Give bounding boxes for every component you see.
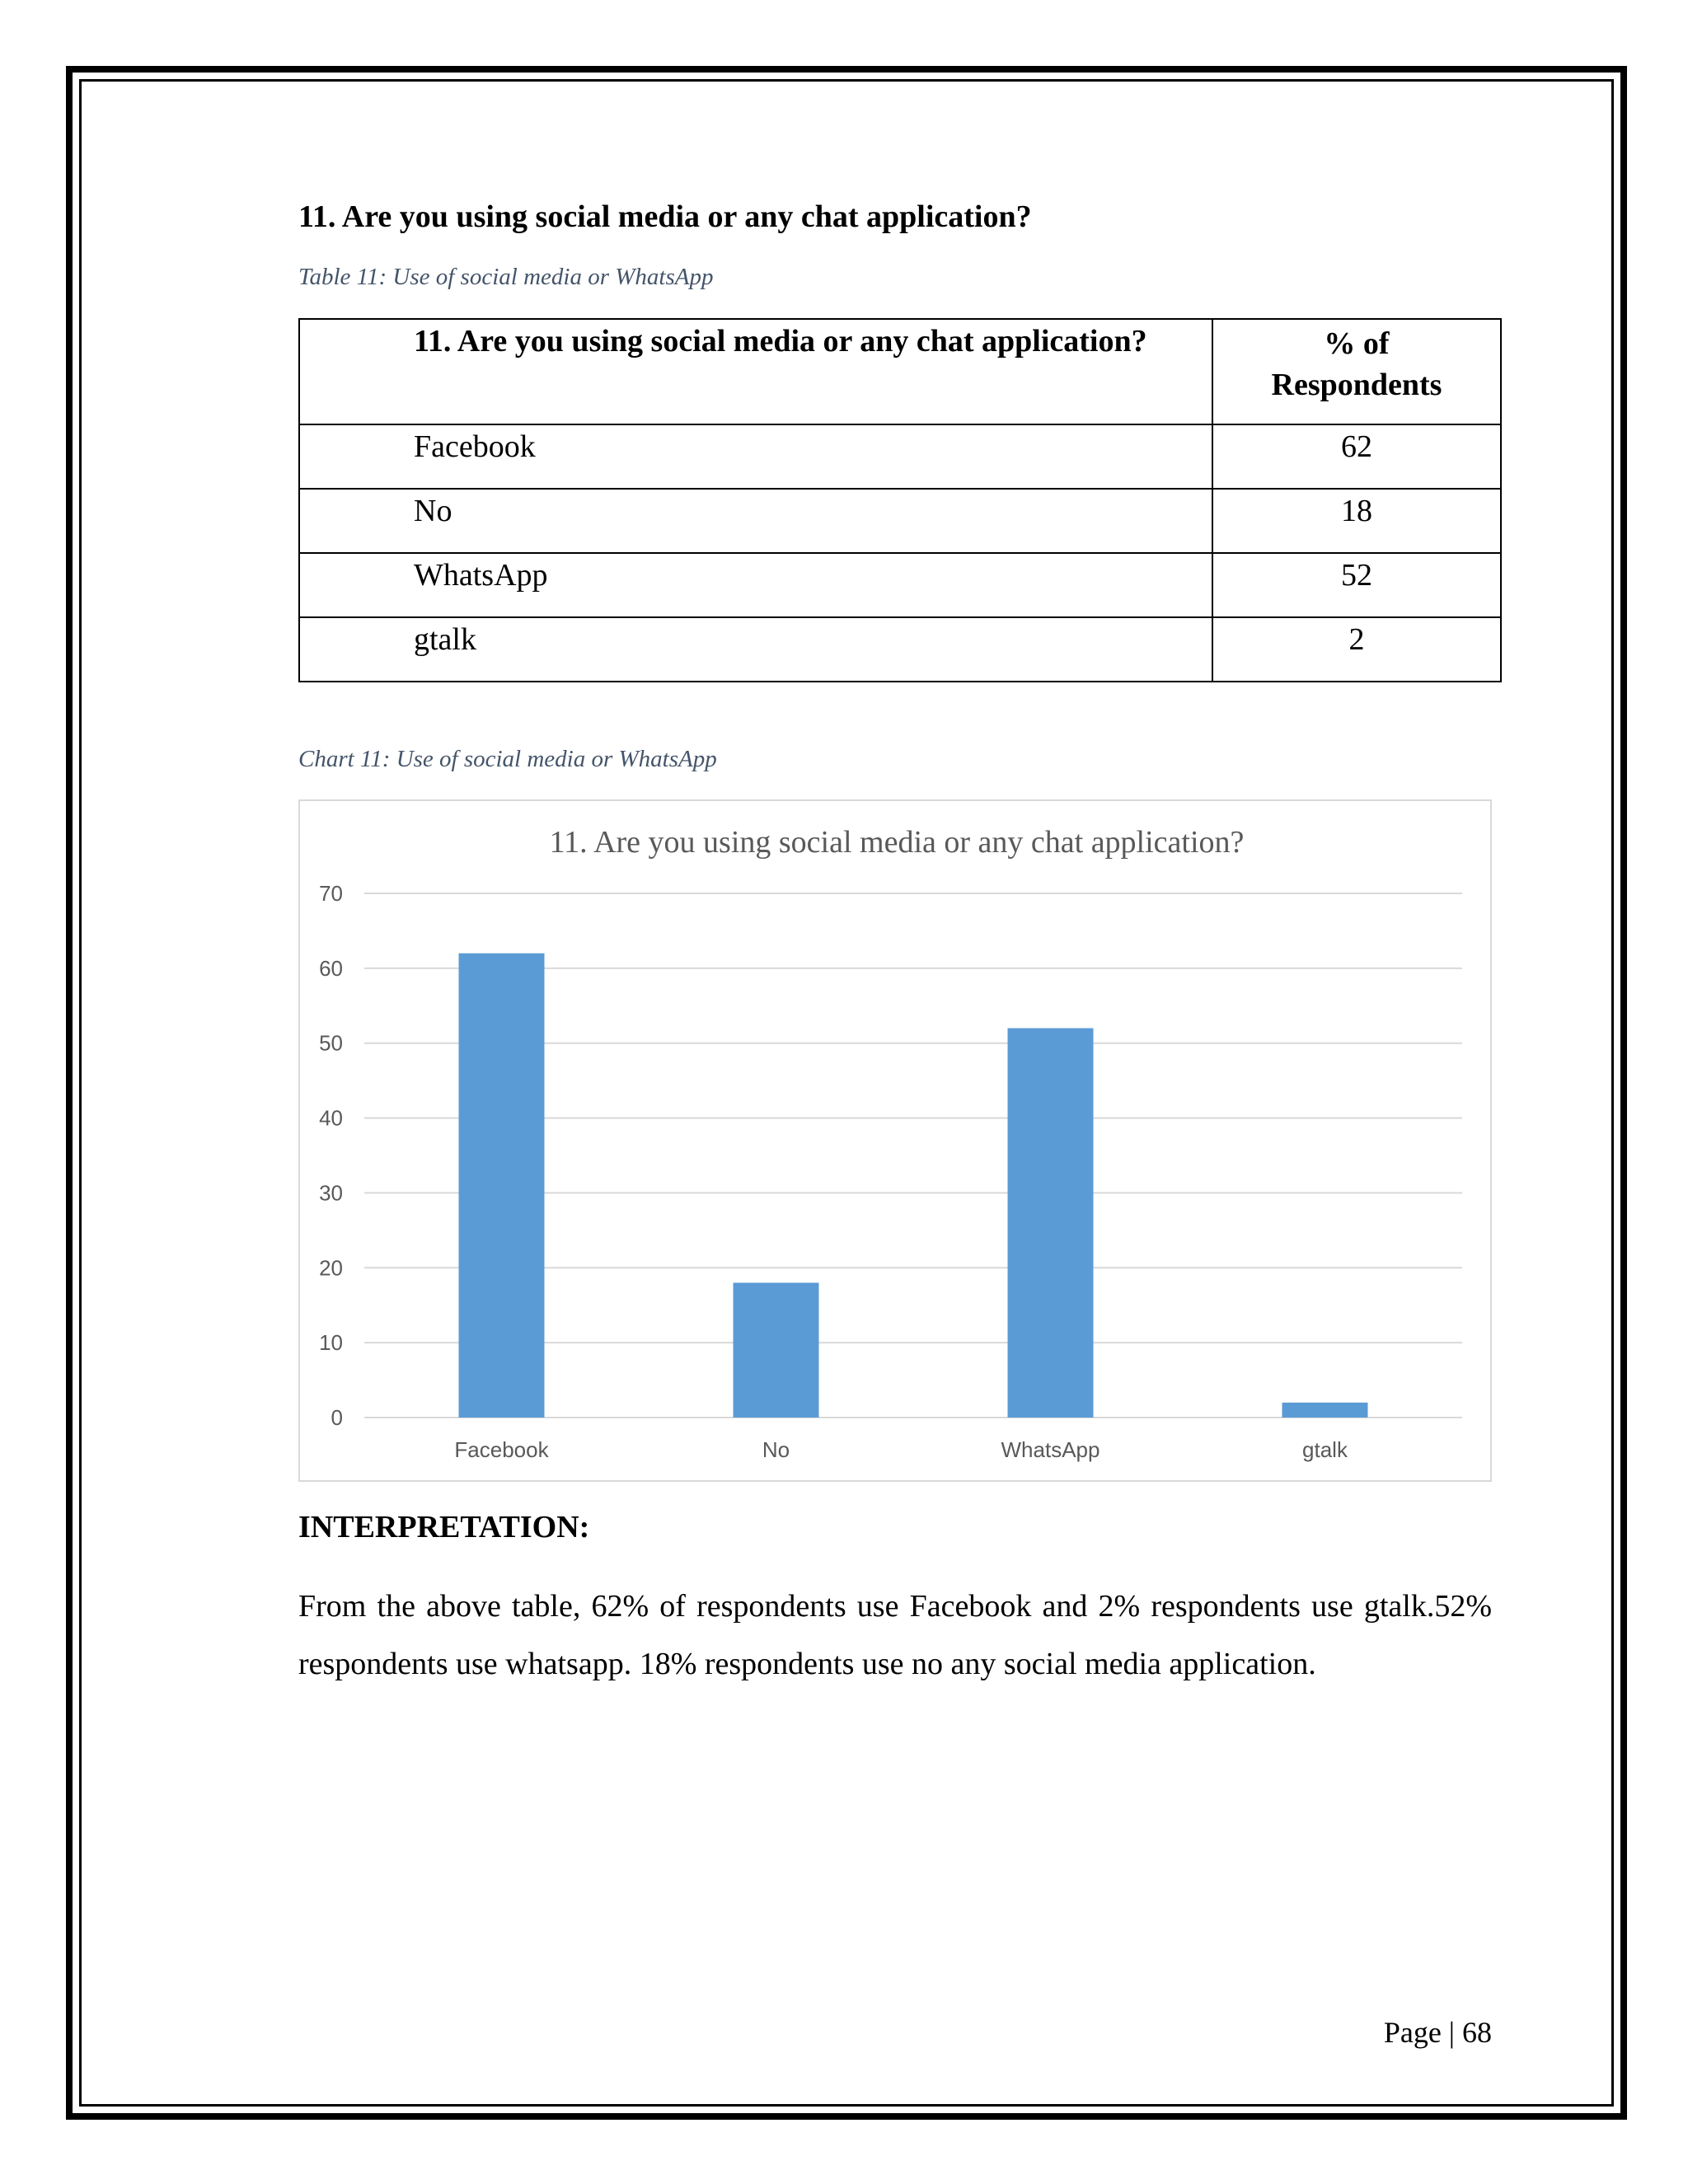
table-cell-label: Facebook [299,424,1212,489]
table-cell-label: WhatsApp [299,553,1212,617]
interpretation-heading: INTERPRETATION: [298,1510,590,1544]
chart-y-tick-label: 50 [319,1030,343,1056]
chart-y-tick-label: 60 [319,955,343,981]
bar-chart-canvas [300,801,1493,1483]
chart-x-tick-label: Facebook [454,1437,549,1462]
table-header-question: 11. Are you using social media or any chat application? [299,319,1212,424]
table-row [299,489,1501,553]
chart-y-tick-label: 0 [331,1405,343,1430]
table-cell-value: 62 [1212,424,1501,489]
chart-y-tick-label: 30 [319,1180,343,1206]
chart-y-tick-label: 10 [319,1330,343,1356]
chart-y-axis [319,881,343,1430]
chart-bar-gtalk [1282,1403,1368,1418]
chart-bar-no [734,1282,819,1418]
table-header-percent-line2: Respondents [1271,368,1442,402]
chart-caption: Chart 11: Use of social media or WhatsApp [298,746,717,772]
chart-y-tick-label: 20 [319,1255,343,1281]
chart-bar-whatsapp [1008,1029,1094,1418]
table-cell-value: 18 [1212,489,1501,553]
table-cell-label: No [299,489,1212,553]
interpretation-text: From the above table, 62% of respondents use Facebook and 2% respondents use gtalk.52% respondents use whatsapp. 18% respondents use no any social media application. [298,1589,1492,1681]
table-header-percent [1212,319,1501,424]
chart-x-axis [454,1437,1348,1462]
chart-y-tick-label: 40 [319,1105,343,1131]
chart-x-tick-label: No [762,1437,790,1462]
table-cell-label: gtalk [299,617,1212,682]
table-cell-value: 52 [1212,553,1501,617]
chart-x-tick-label: gtalk [1302,1437,1348,1462]
table-header-percent-line1: % of [1324,326,1390,361]
chart-y-tick-label: 70 [319,881,343,906]
table-row [299,617,1501,682]
chart-bar-facebook [459,954,545,1418]
chart-x-tick-label: WhatsApp [1001,1437,1100,1462]
table-row [299,553,1501,617]
responses-table [298,318,1502,682]
page-number: Page | 68 [1383,2016,1492,2049]
chart-title: 11. Are you using social media or any chat application? [549,825,1245,860]
table-cell-value: 2 [1212,617,1501,682]
chart-bars [459,954,1368,1418]
table-row [299,424,1501,489]
question-heading: 11. Are you using social media or any chat application? [298,199,1032,234]
bar-chart [298,799,1492,1482]
table-header-row [299,319,1501,424]
table-caption: Table 11: Use of social media or WhatsApp [298,264,714,290]
